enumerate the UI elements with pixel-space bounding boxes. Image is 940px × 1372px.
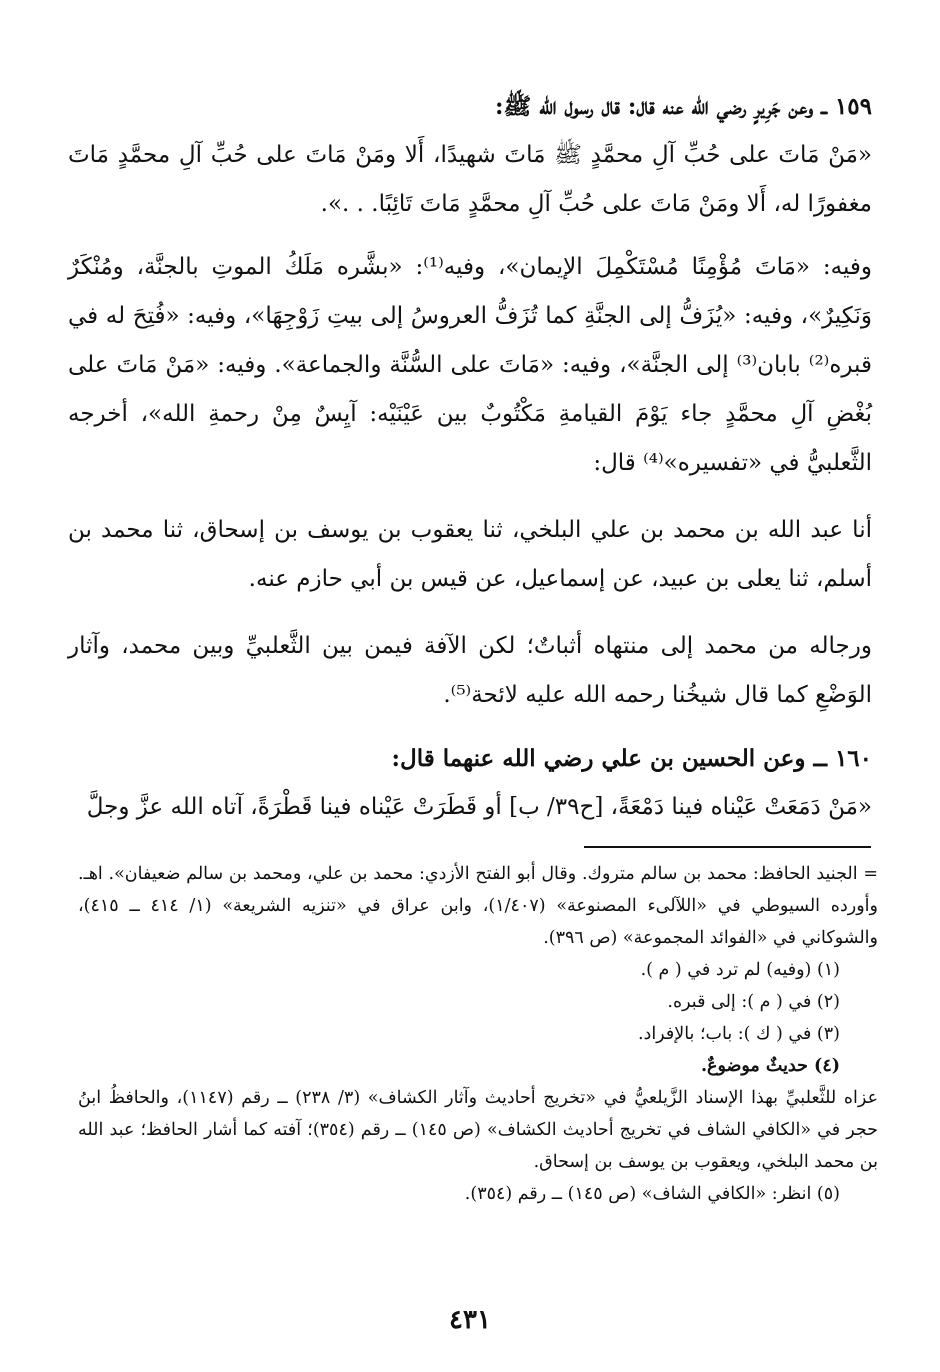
footnote-divider bbox=[584, 846, 871, 848]
hadith-160-heading: ١٦٠ ــ وعن الحسين بن علي رضي الله عنهما قال: bbox=[391, 745, 872, 772]
footnote-3: (٣) في ( ك ): باب؛ بالإفراد. bbox=[637, 1024, 840, 1044]
main-text bbox=[68, 82, 872, 832]
isnad-paragraph: أنا عبد الله بن محمد بن علي البلخي، ثنا يعقوب بن يوسف بن إسحاق، ثنا محمد بن أسلم، ثنا يعلى بن عبيد، عن إسماعيل، عن قيس بن أبي حازم عنه. bbox=[68, 517, 872, 592]
footnote-2: (٢) في ( م ): إلى قبره. bbox=[667, 992, 840, 1012]
hadith-159-text: «مَنْ مَاتَ على حُبِّ آلِ محمَّدٍ ﷺ مَاتَ شهيدًا، أَلا ومَنْ مَاتَ على حُبِّ آلِ محمَّدٍ مَاتَ مغفورًا له، أَلا ومَنْ مَاتَ على حُبِّ آلِ محمَّدٍ مَاتَ تَائِبًا. . .». bbox=[68, 142, 872, 217]
page-number: ٤٣١ bbox=[449, 1305, 491, 1335]
hadith-159-heading: ١٥٩ ــ وعن جَرِيرٍ رضي الله عنه قال: قال رسول الله ﷺ: bbox=[494, 93, 872, 120]
footnote-continued: = الجنيد الحافظ: محمد بن سالم متروك. وقال أبو الفتح الأزدي: محمد بن علي، ومحمد بن سالم ضعيفان». اهـ. وأورده السيوطي في «اللآلىء المصنوعة» (١/٤٠٧)، وابن عراق في «تنزيه الشريعة» (١/ ٤١٤ ــ ٤١٥)، والشوكاني في «الفوائد المجموعة» (ص ٣٩٦). bbox=[78, 864, 878, 948]
hadith-160-text: «مَنْ دَمَعَتْ عَيْناه فينا دَمْعَةً، [ح٣٩/ ب] أو قَطَرَتْ عَيْناه فينا قَطْرَةً، آتاه الله عزَّ وجلَّ bbox=[86, 794, 872, 820]
footnote-4-body: عزاه للثَّعلبيِّ بهذا الإسناد الزَّيلعيُّ في «تخريج أحاديث وآثار الكشاف» (٣/ ٢٣٨) ــ رقم (١١٤٧)، والحافظُ ابنُ حجر في «الكافي الشاف في تخريج أحاديث الكشاف» (ص ١٤٥) ــ رقم (٣٥٤)؛ آفته كما أشار الحافظ؛ عبد الله بن محمد البلخي، ويعقوب بن يوسف بن إسحاق. bbox=[78, 1088, 879, 1172]
variants-paragraph: وفيه: «مَاتَ مُؤْمِنًا مُسْتَكْمِلَ الإيمان»، وفيه⁽¹⁾: «بشَّره مَلَكُ الموتِ بالجنَّة، ومُنْكَرٌ وَنَكِيرٌ»، وفيه: «يُزَفُّ إلى الجنَّةِ كما تُزَفُّ العروسُ إلى بيتِ زَوْجِهَا»، وفيه: «فُتِحَ له في قبره⁽²⁾ بابان⁽³⁾ إلى الجنَّة»، وفيه: «مَاتَ على السُّنَّة والجماعة». وفيه: «مَنْ مَاتَ على بُغْضِ آلِ محمَّدٍ جاء يَوْمَ القيامةِ مَكْتُوبٌ بين عَيْنَيْه: آيِسٌ مِنْ رحمةِ الله»، أخرجه الثَّعلبيُّ في «تفسيره»⁽⁴⁾ قال: bbox=[68, 254, 873, 476]
footnote-5: (٥) انظر: «الكافي الشاف» (ص ١٤٥) ــ رقم (٣٥٤). bbox=[464, 1184, 840, 1204]
footnotes bbox=[78, 858, 878, 1210]
footnote-1: (١) (وفيه) لم ترد في ( م ). bbox=[640, 960, 840, 980]
grading-paragraph: ورجاله من محمد إلى منتهاه أثباتٌ؛ لكن الآفة فيمن بين الثَّعلبيِّ وبين محمد، وآثار الوَضْعِ كما قال شيخُنا رحمه الله عليه لائحة⁽⁵⁾. bbox=[68, 633, 872, 708]
footnote-4-title: (٤) حديثٌ موضوعٌ. bbox=[700, 1056, 840, 1076]
